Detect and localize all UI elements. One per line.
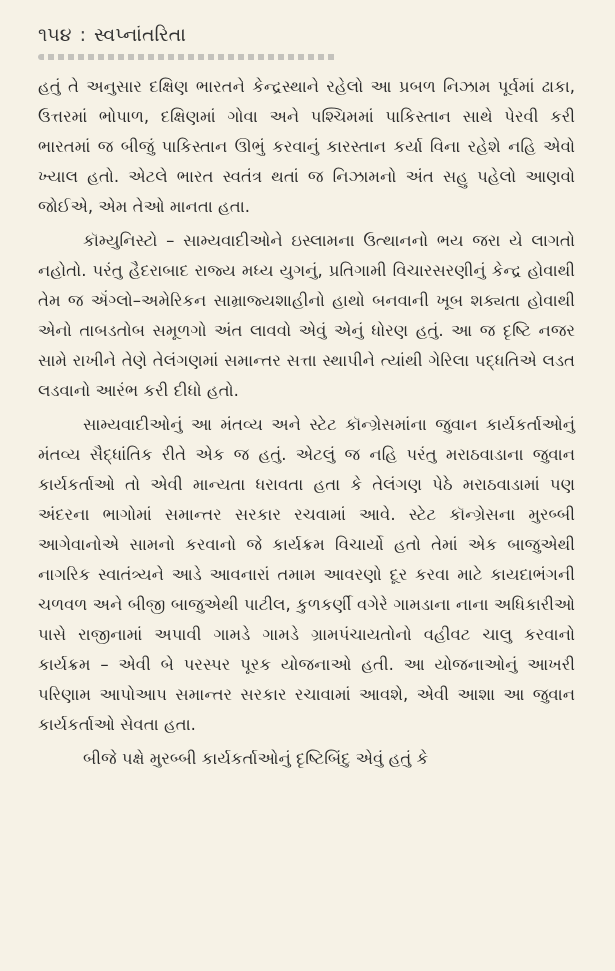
- book-title: સ્વપ્નાંતરિતા: [93, 24, 186, 46]
- paragraph-1: હતું તે અનુસાર દક્ષિણ ભારતને કેન્દ્રસ્થાને રહેલો આ પ્રબળ નિઝામ પૂર્વમાં ઢાકા, ઉત્તરમાં ભોપાળ, દક્ષિણમાં ગોવા અને પશ્ચિમમાં પાકિસ્તાન સાથે પેરવી કરી ભારતમાં જ બીજું પાકિસ્તાન ઊભું કરવાનું કારસ્તાન કર્યા વિના રહેશે નહિ એવો ખ્યાલ હતો. એટલે ભારત સ્વતંત્ર થતાં જ નિઝામનો અંત સહુ પહેલો આણવો જોઈએ, એમ તેઓ માનતા હતા.: [38, 77, 575, 216]
- paragraph-4: બીજે પક્ષે મુરબ્બી કાર્યકર્તાઓનું દૃષ્ટિબિંદુ એવું હતું કે: [83, 749, 429, 768]
- running-header: [38, 24, 575, 46]
- header-separator: :: [79, 24, 86, 46]
- paragraph-2: કૉમ્યુનિસ્ટો – સામ્યવાદીઓને ઇસ્લામના ઉત્થાનનો ભય જરા યે લાગતો નહોતો. પરંતુ હૈદરાબાદ રાજ્ય મધ્ય યુગનું, પ્રતિગામી વિચારસરણીનું કેન્દ્ર હોવાથી તેમ જ ઍંગ્લો–અમેરિકન સામ્રાજ્યશાહીનો હાથો બનવાની ખૂબ શક્યતા હોવાથી એનો તાબડતોબ સમૂળગો અંત લાવવો એવું એનું ધોરણ હતું. આ જ દૃષ્ટિ નજર સામે રાખીને તેણે તેલંગણમાં સમાન્તર સત્તા સ્થાપીને ત્યાંથી ગેરિલા પદ્ધતિએ લડત લડવાનો આરંભ કરી દીધો હતો.: [38, 231, 575, 400]
- paragraph-3: સામ્યવાદીઓનું આ મંતવ્ય અને સ્ટેટ કૉન્ગ્રેસમાંના જુવાન કાર્યકર્તાઓનું મંતવ્ય સૈદ્ધાંતિક રીતે એક જ હતું. એટલું જ નહિ પરંતુ મરાઠવાડાના જુવાન કાર્યકર્તાઓ તો એવી માન્યતા ધરાવતા હતા કે તેલંગણ પેઠે મરાઠવાડામાં પણ અંદરના ભાગોમાં સમાન્તર સરકાર રચવામાં આવે. સ્ટેટ કૉન્ગ્રેસના મુરબ્બી આગેવાનોએ સામનો કરવાનો જે કાર્યક્રમ વિચાર્યો હતો તેમાં એક બાજુએથી નાગરિક સ્વાતંત્ર્યને આડે આવનારાં તમામ આવરણો દૂર કરવા માટે કાયદાભંગની ચળવળ અને બીજી બાજુએથી પાટીલ, કુળકર્ણી વગેરે ગામડાના નાના અધિકારીઓ પાસે રાજીનામાં અપાવી ગામડે ગામડે ગ્રામપંચાયતોનો વહીવટ ચાલુ કરવાનો કાર્યક્રમ – એવી બે પરસ્પર પૂરક યોજનાઓ હતી. આ યોજનાઓનું આખરી પરિણામ આપોઆપ સમાન્તર સરકાર રચાવામાં આવશે, એવી આશા આ જુવાન કાર્યકર્તાઓ સેવતા હતા.: [38, 415, 575, 734]
- page-number: ૧૫૪: [38, 24, 72, 46]
- header-rule: [38, 54, 338, 60]
